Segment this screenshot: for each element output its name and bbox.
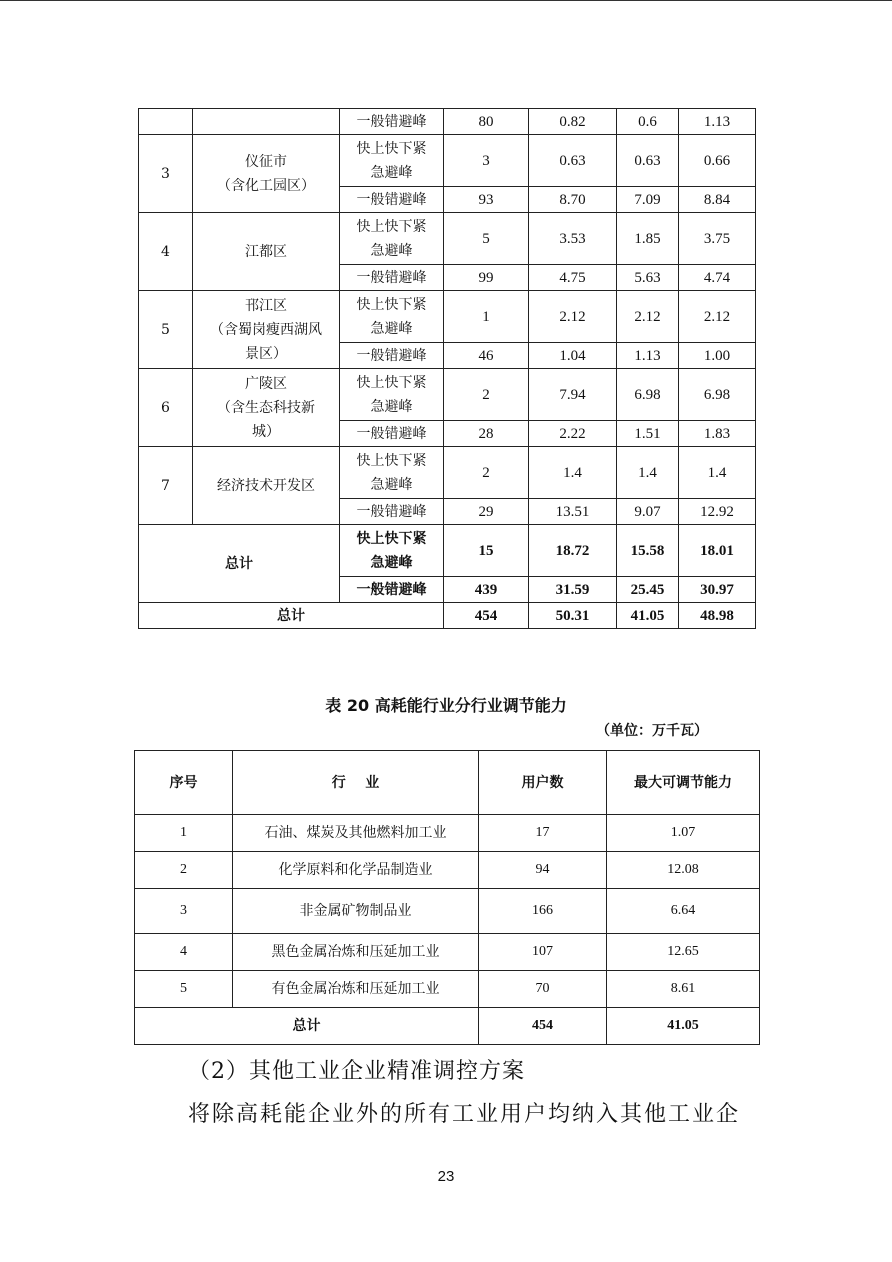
- user-count: 15: [444, 525, 529, 577]
- shaving-type: 一般错避峰: [340, 187, 444, 213]
- user-count: 3: [444, 135, 529, 187]
- capacity-value-3: 2.12: [679, 291, 756, 343]
- total-row: [135, 1008, 760, 1045]
- user-count: 46: [444, 343, 529, 369]
- shaving-type: 一般错避峰: [340, 265, 444, 291]
- user-count: 1: [444, 291, 529, 343]
- user-count: 439: [444, 577, 529, 603]
- capacity-value-1: 2.12: [529, 291, 617, 343]
- subtotal-label: 总计: [139, 525, 340, 603]
- table-row: [139, 109, 756, 135]
- capacity-value-2: 9.07: [617, 499, 679, 525]
- header-capacity: 最大可调节能力: [607, 751, 760, 815]
- capacity-value-1: 31.59: [529, 577, 617, 603]
- capacity-value-3: 1.00: [679, 343, 756, 369]
- row-number: 5: [135, 971, 233, 1008]
- max-capacity: 41.05: [607, 1008, 760, 1045]
- shaving-type: 一般错避峰: [340, 109, 444, 135]
- max-capacity: 8.61: [607, 971, 760, 1008]
- capacity-value-3: 0.66: [679, 135, 756, 187]
- shaving-type: 一般错避峰: [340, 577, 444, 603]
- capacity-value-1: 2.22: [529, 421, 617, 447]
- user-count: 70: [479, 971, 607, 1008]
- row-number: [139, 109, 193, 135]
- shaving-type: 快上快下紧 急避峰: [340, 213, 444, 265]
- capacity-value-3: 3.75: [679, 213, 756, 265]
- shaving-type: 快上快下紧 急避峰: [340, 291, 444, 343]
- row-number: 5: [139, 291, 193, 369]
- capacity-value-3: 6.98: [679, 369, 756, 421]
- regional-peak-shaving-table: [138, 108, 756, 629]
- district-cell: [193, 109, 340, 135]
- capacity-value-3: 12.92: [679, 499, 756, 525]
- total-label: 总计: [139, 603, 444, 629]
- capacity-value-1: 0.82: [529, 109, 617, 135]
- row-number: 7: [139, 447, 193, 525]
- table-caption: 表 20 高耗能行业分行业调节能力: [325, 696, 567, 715]
- capacity-value-2: 6.98: [617, 369, 679, 421]
- row-number: 3: [135, 889, 233, 934]
- table-row: [135, 934, 760, 971]
- row-number: 1: [135, 815, 233, 852]
- table-row: [135, 889, 760, 934]
- body-paragraph: 将除高耗能企业外的所有工业用户均纳入其他工业企: [188, 1102, 741, 1127]
- district-cell: 经济技术开发区: [193, 447, 340, 525]
- capacity-value-1: 50.31: [529, 603, 617, 629]
- capacity-value-1: 18.72: [529, 525, 617, 577]
- capacity-value-2: 0.63: [617, 135, 679, 187]
- capacity-value-2: 2.12: [617, 291, 679, 343]
- row-number: 3: [139, 135, 193, 213]
- header-users: 用户数: [479, 751, 607, 815]
- industry-name: 石油、煤炭及其他燃料加工业: [233, 815, 479, 852]
- capacity-value-3: 18.01: [679, 525, 756, 577]
- district-cell: 仪征市 （含化工园区）: [193, 135, 340, 213]
- max-capacity: 1.07: [607, 815, 760, 852]
- capacity-value-1: 0.63: [529, 135, 617, 187]
- user-count: 2: [444, 447, 529, 499]
- capacity-value-2: 0.6: [617, 109, 679, 135]
- capacity-value-3: 1.83: [679, 421, 756, 447]
- capacity-value-2: 15.58: [617, 525, 679, 577]
- user-count: 454: [479, 1008, 607, 1045]
- industry-name: 有色金属冶炼和压延加工业: [233, 971, 479, 1008]
- capacity-value-1: 8.70: [529, 187, 617, 213]
- max-capacity: 6.64: [607, 889, 760, 934]
- table-row: [139, 447, 756, 499]
- industry-name: 非金属矿物制品业: [233, 889, 479, 934]
- header-row: [135, 751, 760, 815]
- table-row: [139, 213, 756, 265]
- capacity-value-2: 5.63: [617, 265, 679, 291]
- user-count: 454: [444, 603, 529, 629]
- industry-name: 黑色金属冶炼和压延加工业: [233, 934, 479, 971]
- capacity-value-2: 25.45: [617, 577, 679, 603]
- capacity-value-3: 1.13: [679, 109, 756, 135]
- page-number: 23: [437, 1168, 455, 1185]
- capacity-value-3: 4.74: [679, 265, 756, 291]
- page-top-border: [0, 0, 892, 1]
- capacity-value-2: 1.85: [617, 213, 679, 265]
- table-row: [139, 291, 756, 343]
- table-row: [135, 852, 760, 889]
- shaving-type: 快上快下紧 急避峰: [340, 135, 444, 187]
- user-count: 28: [444, 421, 529, 447]
- industry-name: 化学原料和化学品制造业: [233, 852, 479, 889]
- capacity-value-3: 30.97: [679, 577, 756, 603]
- capacity-value-1: 7.94: [529, 369, 617, 421]
- total-row: [139, 603, 756, 629]
- capacity-value-2: 1.13: [617, 343, 679, 369]
- header-industry: 行 业: [233, 751, 479, 815]
- capacity-value-1: 1.4: [529, 447, 617, 499]
- user-count: 80: [444, 109, 529, 135]
- user-count: 5: [444, 213, 529, 265]
- subtotal-row: [139, 525, 756, 577]
- district-cell: 邗江区 （含蜀岗瘦西湖风 景区）: [193, 291, 340, 369]
- user-count: 166: [479, 889, 607, 934]
- user-count: 2: [444, 369, 529, 421]
- user-count: 93: [444, 187, 529, 213]
- user-count: 94: [479, 852, 607, 889]
- unit-label: （单位：万千瓦）: [596, 723, 708, 739]
- capacity-value-1: 3.53: [529, 213, 617, 265]
- capacity-value-1: 1.04: [529, 343, 617, 369]
- user-count: 29: [444, 499, 529, 525]
- table-row: [139, 369, 756, 421]
- capacity-value-1: 13.51: [529, 499, 617, 525]
- table-row: [139, 135, 756, 187]
- capacity-value-3: 8.84: [679, 187, 756, 213]
- row-number: 4: [139, 213, 193, 291]
- header-seq: 序号: [135, 751, 233, 815]
- max-capacity: 12.65: [607, 934, 760, 971]
- capacity-value-3: 48.98: [679, 603, 756, 629]
- district-cell: 广陵区 （含生态科技新 城）: [193, 369, 340, 447]
- capacity-value-2: 1.51: [617, 421, 679, 447]
- shaving-type: 快上快下紧 急避峰: [340, 369, 444, 421]
- table-row: [135, 815, 760, 852]
- capacity-value-2: 7.09: [617, 187, 679, 213]
- total-label: 总计: [135, 1008, 479, 1045]
- row-number: 6: [139, 369, 193, 447]
- user-count: 99: [444, 265, 529, 291]
- capacity-value-1: 4.75: [529, 265, 617, 291]
- row-number: 4: [135, 934, 233, 971]
- industry-regulation-table: [134, 750, 760, 1045]
- capacity-value-2: 41.05: [617, 603, 679, 629]
- capacity-value-2: 1.4: [617, 447, 679, 499]
- shaving-type: 快上快下紧 急避峰: [340, 447, 444, 499]
- district-cell: 江都区: [193, 213, 340, 291]
- table-row: [135, 971, 760, 1008]
- shaving-type: 快上快下紧 急避峰: [340, 525, 444, 577]
- shaving-type: 一般错避峰: [340, 343, 444, 369]
- shaving-type: 一般错避峰: [340, 499, 444, 525]
- shaving-type: 一般错避峰: [340, 421, 444, 447]
- section-heading: （2）其他工业企业精准调控方案: [188, 1059, 525, 1084]
- user-count: 107: [479, 934, 607, 971]
- user-count: 17: [479, 815, 607, 852]
- row-number: 2: [135, 852, 233, 889]
- capacity-value-3: 1.4: [679, 447, 756, 499]
- max-capacity: 12.08: [607, 852, 760, 889]
